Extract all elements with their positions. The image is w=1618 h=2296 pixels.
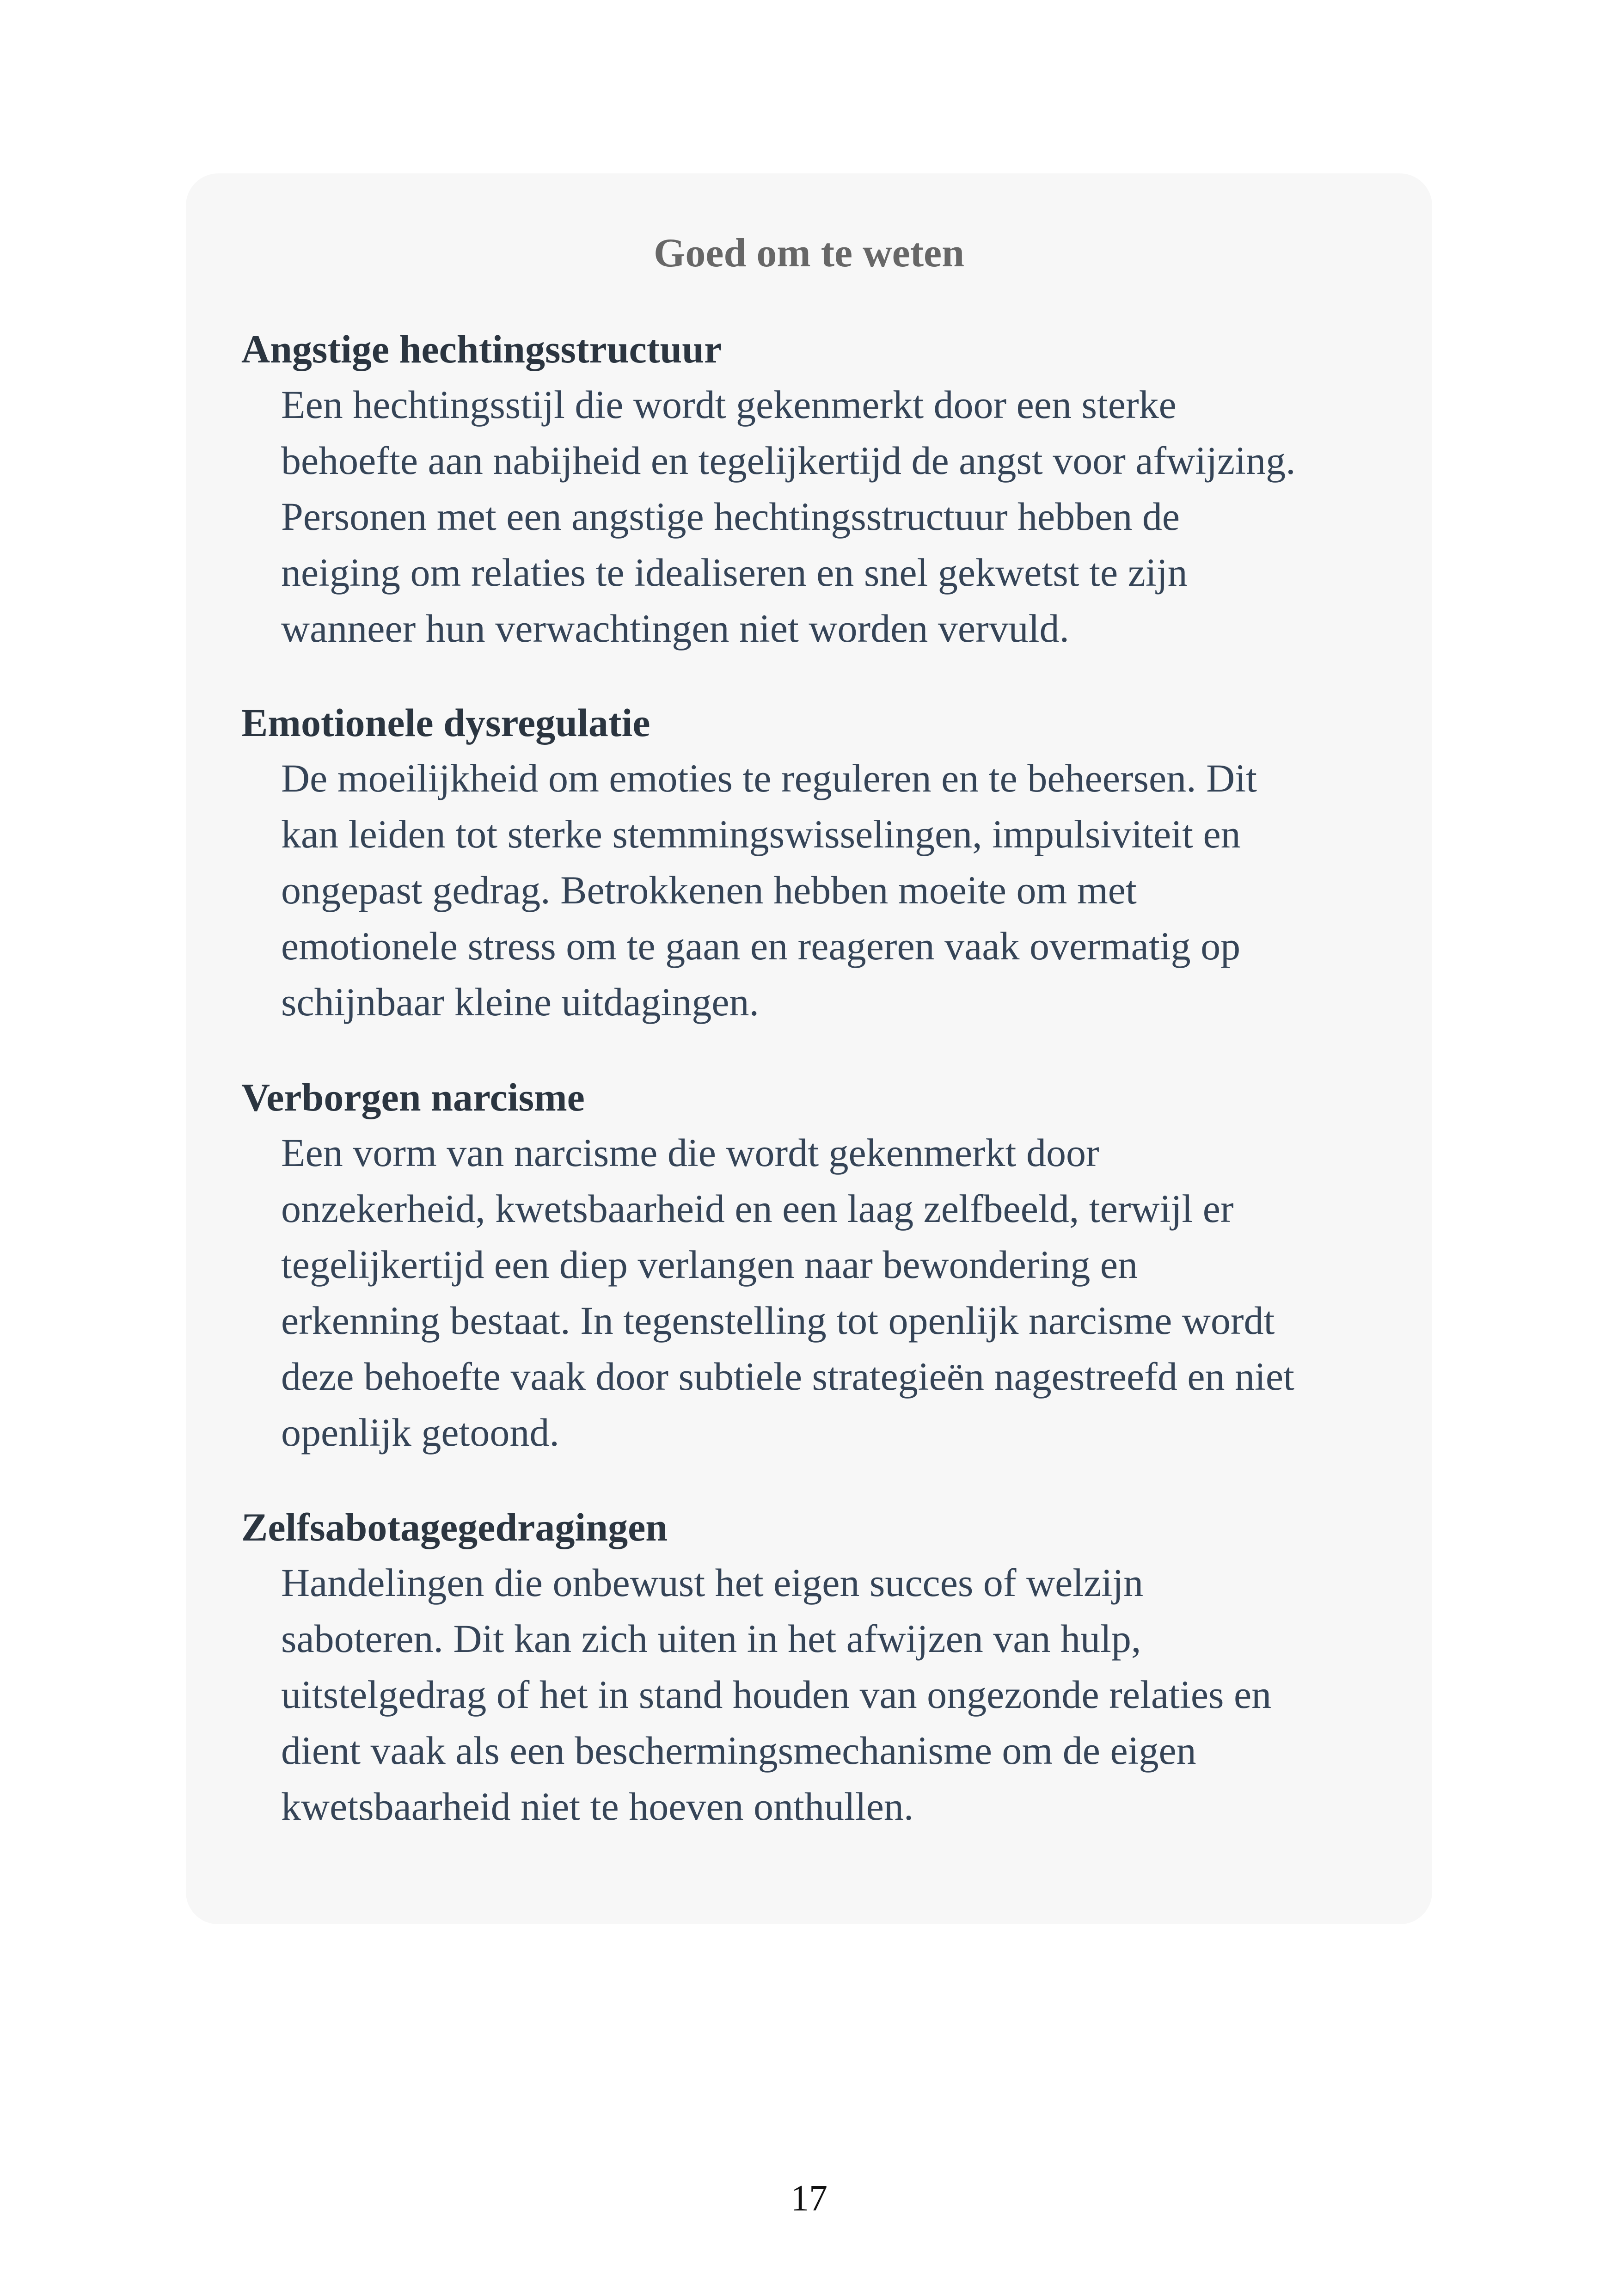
definition-line: behoefte aan nabijheid en tegelijkertijd de angst voor afwijzing. [281, 438, 1296, 483]
definition-line: tegelijkertijd een diep verlangen naar bewondering en [281, 1242, 1138, 1287]
page-number: 17 [791, 2178, 827, 2219]
term-definition [241, 750, 1404, 1030]
definition-line: De moeilijkheid om emoties te reguleren en te beheersen. Dit [281, 756, 1257, 800]
definition-line: Personen met een angstige hechtingsstructuur hebben de [281, 494, 1180, 539]
definition-line: dient vaak als een beschermingsmechanisme om de eigen [281, 1728, 1196, 1773]
term-heading: Verborgen narcisme [241, 1075, 585, 1119]
term-heading: Angstige hechtingsstructuur [241, 327, 722, 371]
definition-line: saboteren. Dit kan zich uiten in het afwijzen van hulp, [281, 1616, 1141, 1661]
definition-line: Een hechtingsstijl die wordt gekenmerkt door een sterke [281, 382, 1177, 427]
term-entry-zelfsabotagegedragingen [241, 1499, 1404, 1835]
definition-line: deze behoefte vaak door subtiele strategieën nagestreefd en niet [281, 1354, 1294, 1399]
definition-line: erkenning bestaat. In tegenstelling tot openlijk narcisme wordt [281, 1298, 1275, 1343]
definition-line: Een vorm van narcisme die wordt gekenmerkt door [281, 1130, 1099, 1175]
definition-line: kwetsbaarheid niet te hoeven onthullen. [281, 1784, 914, 1829]
definition-line: openlijk getoond. [281, 1410, 559, 1455]
definition-line: ongepast gedrag. Betrokkenen hebben moeite om met [281, 868, 1137, 912]
term-entry-verborgen-narcisme [241, 1069, 1404, 1461]
definition-line: kan leiden tot sterke stemmingswisselingen, impulsiviteit en [281, 812, 1241, 856]
term-heading: Emotionele dysregulatie [241, 700, 650, 745]
term-definition [241, 377, 1404, 657]
term-entry-emotionele-dysregulatie [241, 695, 1404, 1030]
term-heading: Zelfsabotagegedragingen [241, 1505, 668, 1549]
term-definition [241, 1125, 1404, 1461]
definition-line: schijnbaar kleine uitdagingen. [281, 980, 760, 1024]
definition-line: emotionele stress om te gaan en reageren vaak overmatig op [281, 924, 1241, 968]
definition-line: Handelingen die onbewust het eigen succes of welzijn [281, 1560, 1144, 1605]
definition-line: wanneer hun verwachtingen niet worden vervuld. [281, 606, 1070, 651]
box-title: Goed om te weten [653, 231, 965, 276]
definition-line: neiging om relaties te idealiseren en snel gekwetst te zijn [281, 550, 1188, 595]
term-entry-angstige-hechtingsstructuur [241, 321, 1404, 657]
info-box [186, 173, 1432, 1924]
definition-line: uitstelgedrag of het in stand houden van ongezonde relaties en [281, 1672, 1272, 1717]
definition-line: onzekerheid, kwetsbaarheid en een laag zelfbeeld, terwijl er [281, 1186, 1234, 1231]
term-definition [241, 1555, 1404, 1835]
